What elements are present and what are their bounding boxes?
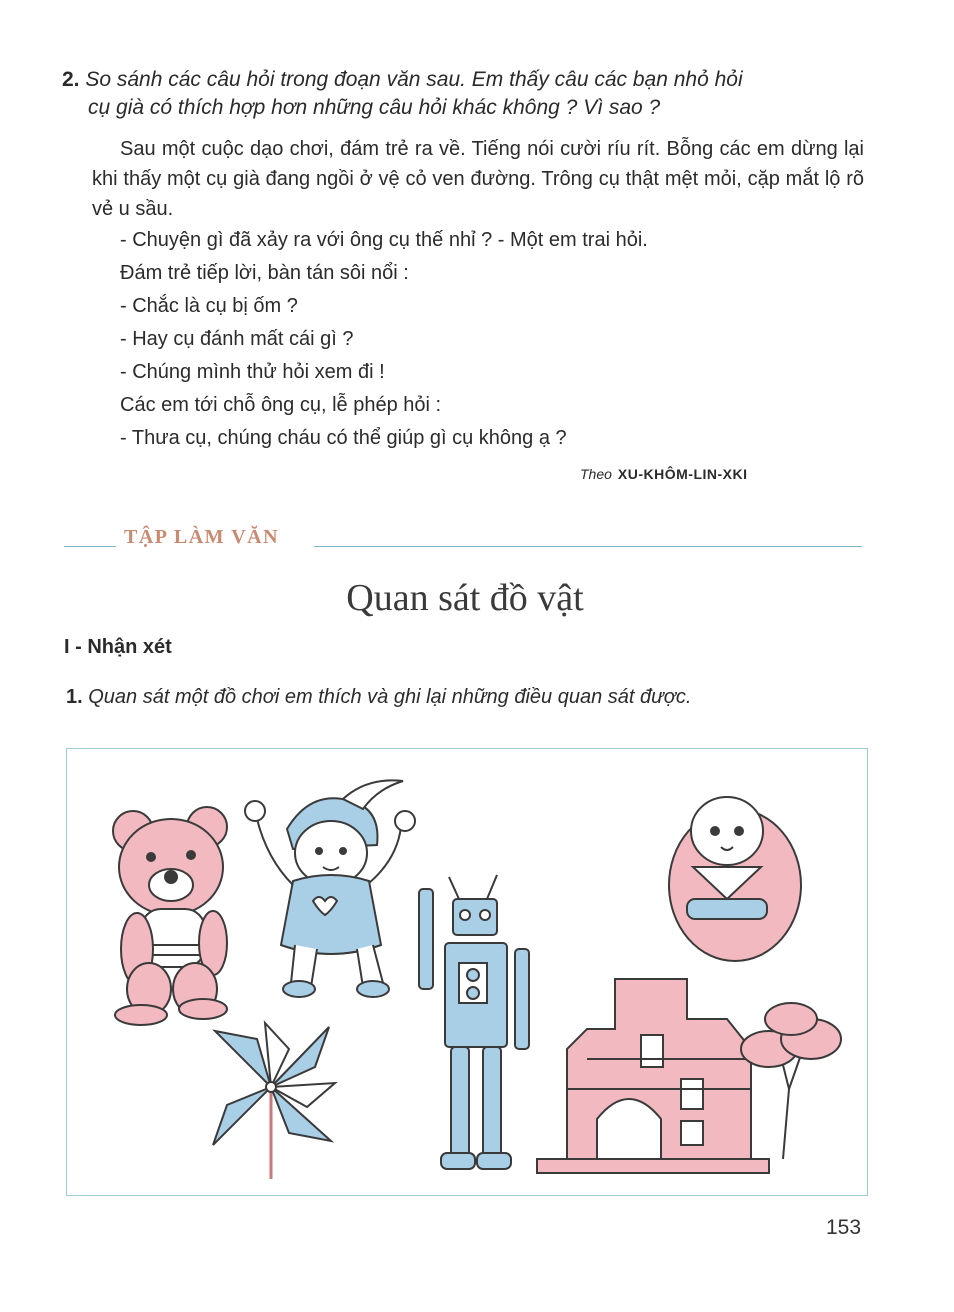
credit-prefix: Theo [580, 466, 612, 482]
dialogue-line-2: Đám trẻ tiếp lời, bàn tán sôi nổi : [120, 262, 409, 284]
teddy-bear-icon [113, 807, 227, 1025]
robot-icon [419, 875, 529, 1169]
pinwheel-icon [213, 1023, 335, 1179]
dialogue-line-4: - Hay cụ đánh mất cái gì ? [120, 328, 354, 350]
credit-author: XU-KHÔM-LIN-XKI [617, 466, 748, 482]
page-number: 153 [826, 1216, 862, 1239]
dialogue-line-6: Các em tới chỗ ông cụ, lễ phép hỏi : [120, 394, 442, 416]
block-house-icon [537, 979, 769, 1173]
toy-illustration [67, 749, 867, 1195]
credit [580, 466, 748, 482]
doll-icon [245, 780, 415, 997]
subheading: I - Nhận xét [64, 636, 172, 658]
task-1 [66, 686, 691, 709]
dialogue-line-5: - Chúng mình thử hỏi xem đi ! [120, 361, 385, 383]
matryoshka-icon [669, 797, 801, 961]
tree-icon [741, 1003, 841, 1159]
task-number: 1. [66, 686, 83, 708]
dialogue-line-3: - Chắc là cụ bị ốm ? [120, 295, 298, 317]
section-rule-right [314, 546, 862, 547]
task-text: Quan sát một đồ chơi em thích và ghi lại những điều quan sát được. [88, 686, 692, 708]
question-number: 2. [62, 68, 80, 91]
question-line-2: cụ già có thích hợp hơn những câu hỏi khác không ? Vì sao ? [88, 96, 661, 119]
question-line-1: So sánh các câu hỏi trong đoạn văn sau. Em thấy câu các bạn nhỏ hỏi [85, 68, 743, 91]
section-title: TẬP LÀM VĂN [124, 526, 280, 548]
toy-illustration-frame [66, 748, 868, 1196]
dialogue-line-1: - Chuyện gì đã xảy ra với ông cụ thế nhỉ ? - Một em trai hỏi. [120, 229, 648, 251]
question-2 [62, 66, 872, 122]
section-rule-left [64, 546, 116, 547]
dialogue-line-7: - Thưa cụ, chúng cháu có thể giúp gì cụ không ạ ? [120, 427, 567, 449]
lesson-title: Quan sát đồ vật [346, 577, 584, 619]
passage-paragraph: Sau một cuộc dạo chơi, đám trẻ ra về. Tiếng nói cười ríu rít. Bỗng các em dừng lại khi thấy một cụ già đang ngồi ở vệ cỏ ven đường. Trông cụ thật mệt mỏi, cặp mắt lộ rõ vẻ u sầu. [92, 138, 864, 220]
